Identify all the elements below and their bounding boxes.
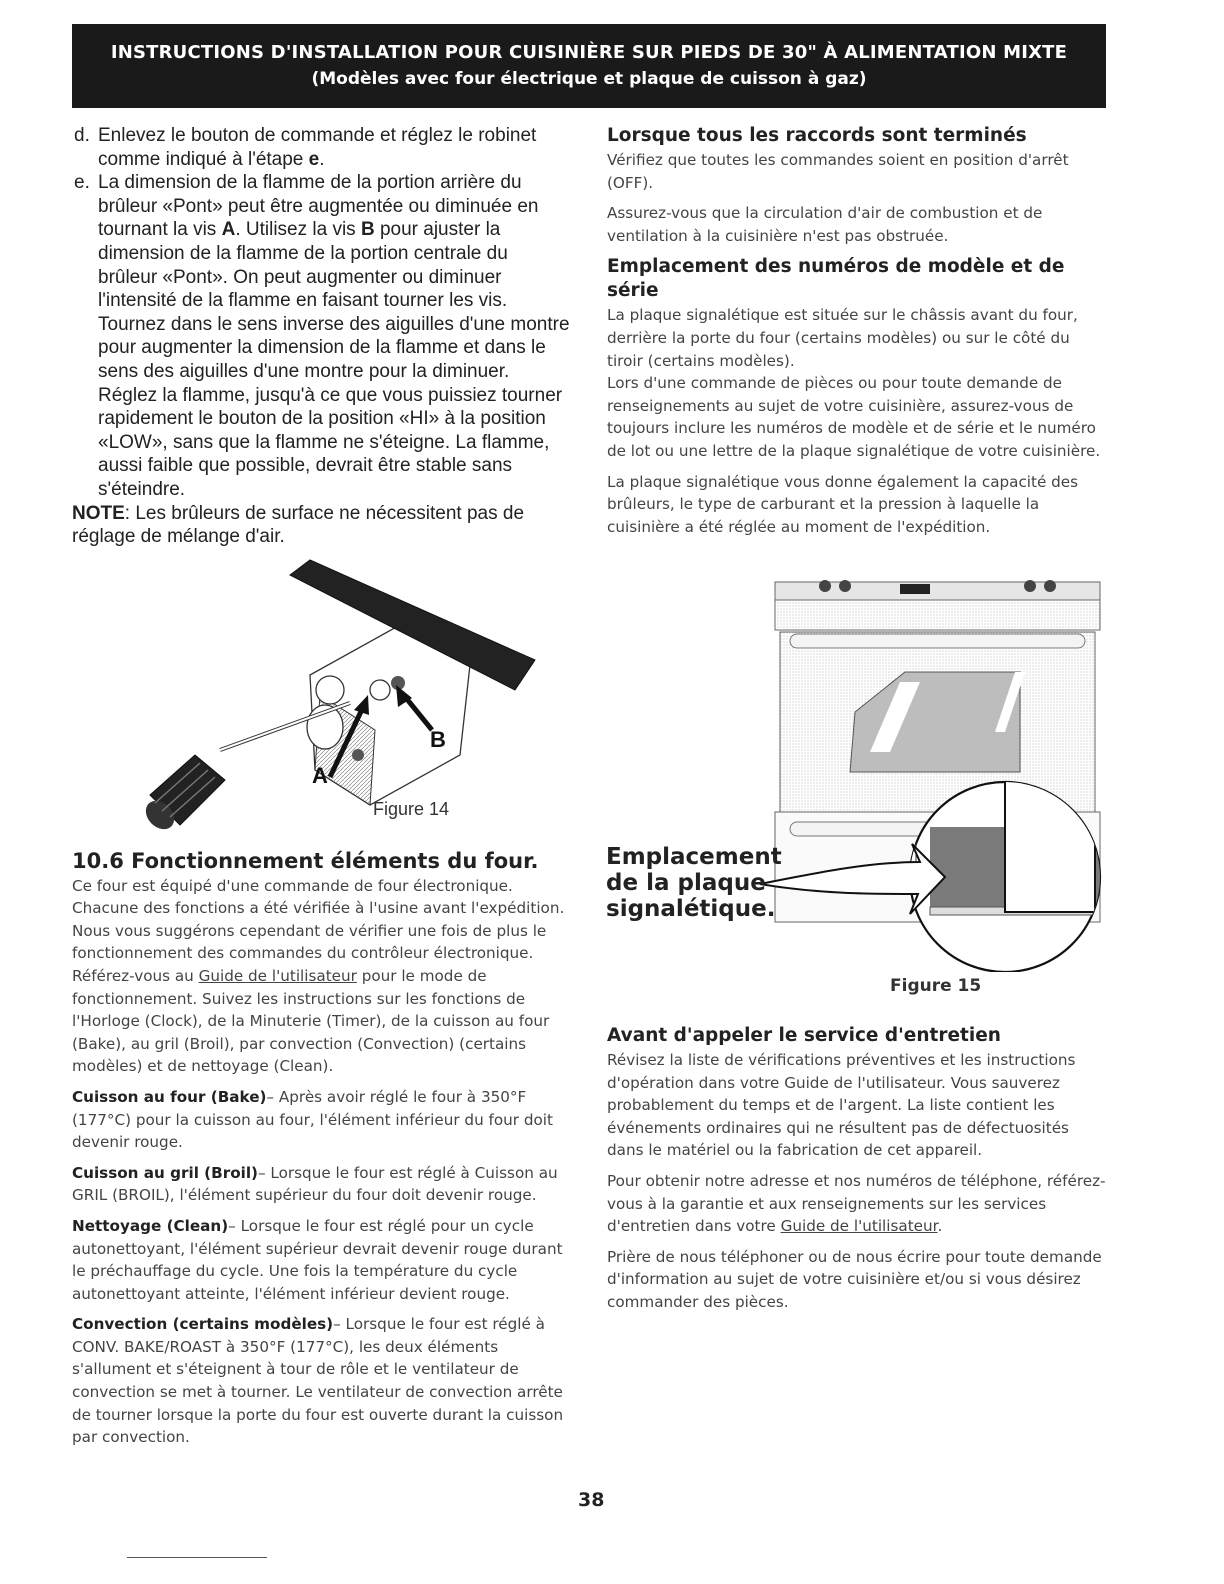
rating-plate-label-line2: de la plaque bbox=[606, 870, 766, 896]
service-paragraph-2: Pour obtenir notre adresse et nos numéros de téléphone, référez-vous à la garantie et aux renseignements sur les services d'entretien dans votre Guide de l'utilisateur. bbox=[607, 1171, 1106, 1236]
note: NOTE: Les brûleurs de surface ne nécessitent pas de réglage de mélange d'air. bbox=[72, 502, 525, 548]
serial-paragraph-1: La plaque signalétique est située sur le châssis avant du four, derrière la porte du four (certains modèles) ou sur le côté du tiroir (certains modèles). bbox=[607, 306, 1078, 370]
service-heading: Avant d'appeler le service d'entretien bbox=[607, 1025, 1001, 1046]
page-header-banner bbox=[72, 24, 1106, 108]
connections-paragraph-2: Assurez-vous que la circulation d'air de combustion et de ventilation à la cuisinière n'est pas obstruée. bbox=[607, 204, 1043, 245]
service-paragraph-1: Révisez la liste de vérifications préventives et les instructions d'opération dans votre Guide de l'utilisateur. Vous sauverez probablement du temps et de l'argent. La liste contient les événements ordinaires qui ne résultent pas de défectuosités dans le matériel ou la fabrication de cet appareil. bbox=[607, 1051, 1076, 1160]
connections-heading: Lorsque tous les raccords sont terminés bbox=[607, 125, 1027, 146]
convection-paragraph: Convection (certains modèles)– Lorsque le four est réglé à CONV. BAKE/ROAST à 350°F (177°C), les deux éléments s'allument et s'éteignent à tour de rôle et le ventilateur de convection se met à tourner. Le ventilateur de convection arrête de tourner lorsque la porte du four est ouverte durant la cuisson par convection. bbox=[72, 1315, 564, 1447]
service-section bbox=[607, 1024, 1107, 1322]
figure-14-caption: Figure 14 bbox=[373, 799, 450, 819]
page-number: 38 bbox=[578, 1489, 605, 1511]
clean-paragraph: Nettoyage (Clean)– Lorsque le four est réglé pour un cycle autonettoyant, l'élément supérieur devrait devenir rouge durant le préchauffage du cycle. Une fois la température du cycle autonettoyant atteinte, l'élément inférieur devient rouge. bbox=[72, 1216, 563, 1303]
serial-paragraph-2: Lors d'une commande de pièces ou pour toute demande de renseignements au sujet de votre cuisinière, assurez-vous de toujours inclure les numéros de modèle et de série et le numéro de lot ou une lettre de la plaque signalétique de votre cuisinière. bbox=[607, 374, 1101, 460]
footer-rule bbox=[127, 1557, 267, 1558]
oven-intro: Ce four est équipé d'une commande de four électronique. Chacune des fonctions a été vérifiée à l'usine avant l'expédition. Nous vous suggérons cependant de vérifier une fois de plus le fonctionnement des commandes du contrôleur électronique. Référez-vous au Guide de l'utilisateur pour le mode de fonctionnement. Suivez les instructions sur les fonctions de l'Horloge (Clock), de la Minuterie (Timer), de la cuisson au four (Bake), au gril (Broil), par convection (Convection) (certains modèles) et de nettoyage (Clean). bbox=[72, 876, 565, 1076]
figure-14-label-a: A bbox=[312, 763, 328, 788]
bake-paragraph: Cuisson au four (Bake)– Après avoir réglé le four à 350°F (177°C) pour la cuisson au four, l'élément inférieur du four doit devenir rouge. bbox=[72, 1087, 553, 1152]
oven-operation-section bbox=[72, 850, 572, 1457]
figure-15-caption: Figure 15 bbox=[890, 976, 982, 996]
serial-location-heading: Emplacement des numéros de modèle et de série bbox=[607, 256, 1065, 302]
figure-14-label-b: B bbox=[430, 727, 446, 752]
rating-plate-label-line3: signalétique. bbox=[606, 896, 776, 922]
service-guide-link[interactable]: Guide de l'utilisateur bbox=[780, 1217, 938, 1236]
right-column-top bbox=[607, 124, 1107, 546]
broil-paragraph: Cuisson au gril (Broil)– Lorsque le four est réglé à Cuisson au GRIL (BROIL), l'élément supérieur du four doit devenir rouge. bbox=[72, 1163, 558, 1205]
step-d: d. Enlevez le bouton de commande et réglez le robinet comme indiqué à l'étape e. bbox=[74, 125, 537, 170]
figure-14-burner-valve-illustration bbox=[140, 555, 560, 845]
rating-plate-label-line1: Emplacement bbox=[606, 844, 782, 870]
header-subtitle: (Modèles avec four électrique et plaque de cuisson à gaz) bbox=[311, 69, 867, 89]
header-title: INSTRUCTIONS D'INSTALLATION POUR CUISINIÈRE SUR PIEDS DE 30" À ALIMENTATION MIXTE bbox=[110, 42, 1068, 63]
service-paragraph-3: Prière de nous téléphoner ou de nous écrire pour toute demande d'information au sujet de votre cuisinière et/ou si vous désirez commander des pièces. bbox=[607, 1247, 1102, 1311]
guide-link[interactable]: Guide de l'utilisateur bbox=[198, 966, 357, 985]
step-e: e. La dimension de la flamme de la portion arrière du brûleur «Pont» peut être augmentée ou diminuée en tournant la vis A. Utilisez la vis B pour ajuster la dimension de la flamme de la portion centrale du brûleur «Pont». On peut augmenter ou diminuer l'intensité de la flamme en faisant tourner les vis. Tournez dans le sens inverse des aiguilles d'une montre pour augmenter la dimension de la flamme et dans le sens des aiguilles d'une montre pour la diminuer. Réglez la flamme, jusqu'à ce que vous puissiez tourner rapidement le bouton de la position «HI» à la position «LOW», sans que la flamme ne s'éteigne. La flamme, aussi faible que possible, devrait être stable sans s'éteindre. bbox=[74, 172, 570, 500]
left-instructions bbox=[72, 124, 572, 549]
connections-paragraph-1: Vérifiez que toutes les commandes soient en position d'arrêt (OFF). bbox=[607, 151, 1069, 192]
section-10-6-title: 10.6 Fonctionnement éléments du four. bbox=[72, 849, 539, 873]
figure-15-range-illustration bbox=[600, 572, 1110, 972]
serial-paragraph-3: La plaque signalétique vous donne également la capacité des brûleurs, le type de carburant et la pression à laquelle la cuisinière a été réglée au moment de l'expédition. bbox=[607, 472, 1079, 536]
